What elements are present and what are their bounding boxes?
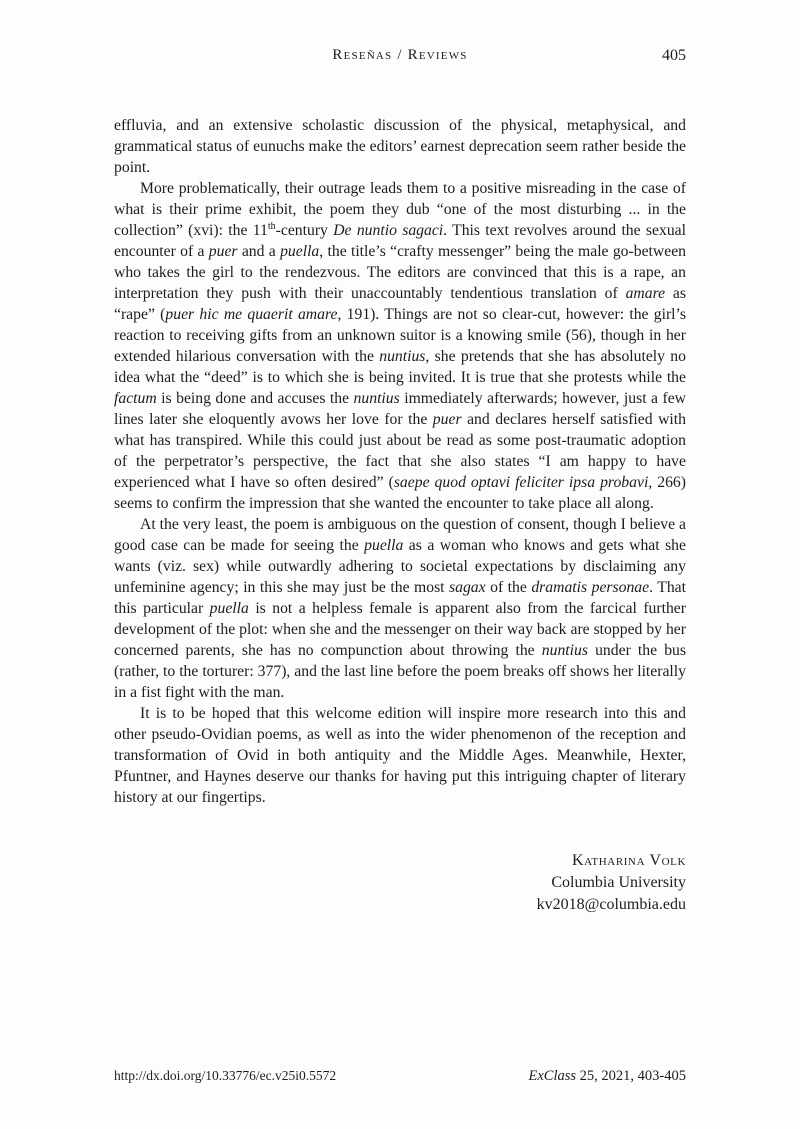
journal-citation: ExClass 25, 2021, 403-405 xyxy=(528,1068,686,1084)
signature-block xyxy=(114,850,686,916)
paragraph: More problematically, their outrage leads them to a positive misreading in the case of what is their prime exhibit, the poem they dub “one of the most disturbing ... in the collection” (xvi): the 11th-century De nuntio sagaci. This text revolves around the sexual encounter of a puer and a puella, the title’s “crafty messenger” being the male go-between who takes the girl to the rendezvous. The editors are convinced that this is a rape, an interpretation they push with their unaccountably tendentious translation of amare as “rape” (puer hic me quaerit amare, 191). Things are not so clear-cut, however: the girl’s reaction to receiving gifts from an unknown suitor is a knowing smile (56), though in her extended hilarious conversation with the nuntius, she pretends that she has absolutely no idea what the “deed” is to which she is being invited. It is true that she protests while the factum is being done and accuses the nuntius immediately afterwards; however, just a few lines later she eloquently avows her love for the puer and declares herself satisfied with what has transpired. While this could just about be read as some post-traumatic adoption of the perpetrator’s perspective, the fact that she also states “I am happy to have experienced what I have so often desired” (saepe quod optavi feliciter ipsa probavi, 266) seems to confirm the impression that she wanted the encounter to take place all along. xyxy=(114,180,687,512)
author-affiliation: Columbia University xyxy=(551,874,686,891)
paragraph: effluvia, and an extensive scholastic discussion of the physical, metaphysical, and grammatical status of eunuchs make the editors’ earnest deprecation seem rather beside the point. xyxy=(114,117,686,176)
doi-text: http://dx.doi.org/10.33776/ec.v25i0.5572 xyxy=(114,1068,337,1083)
author-name: Katharina Volk xyxy=(571,852,686,869)
paragraph: At the very least, the poem is ambiguous on the question of consent, though I believe a good case can be made for seeing the puella as a woman who knows and gets what she wants (viz. sex) while outwardly adhering to societal expectations by disclaiming any unfeminine agency; in this she may just be the most sagax of the dramatis personae. That this particular puella is not a helpless female is apparent also from the farcical further development of the plot: when she and the messenger on their way back are stopped by her concerned parents, she has no compunction about throwing the nuntius under the bus (rather, to the torturer: 377), and the last line before the poem breaks off shows her literally in a fist fight with the man. xyxy=(114,516,686,701)
review-body xyxy=(114,115,686,808)
running-title: Reseñas / Reviews xyxy=(332,47,468,63)
running-head xyxy=(114,47,686,67)
page-footer xyxy=(114,1068,686,1085)
author-email: kv2018@columbia.edu xyxy=(536,896,686,913)
page-number: 405 xyxy=(662,47,686,64)
paragraph: It is to be hoped that this welcome edition will inspire more research into this and other pseudo-Ovidian poems, as well as into the wider phenomenon of the reception and transformation of Ovid in both antiquity and the Middle Ages. Meanwhile, Hexter, Pfuntner, and Haynes deserve our thanks for having put this intriguing chapter of literary history at our fingertips. xyxy=(114,705,686,806)
